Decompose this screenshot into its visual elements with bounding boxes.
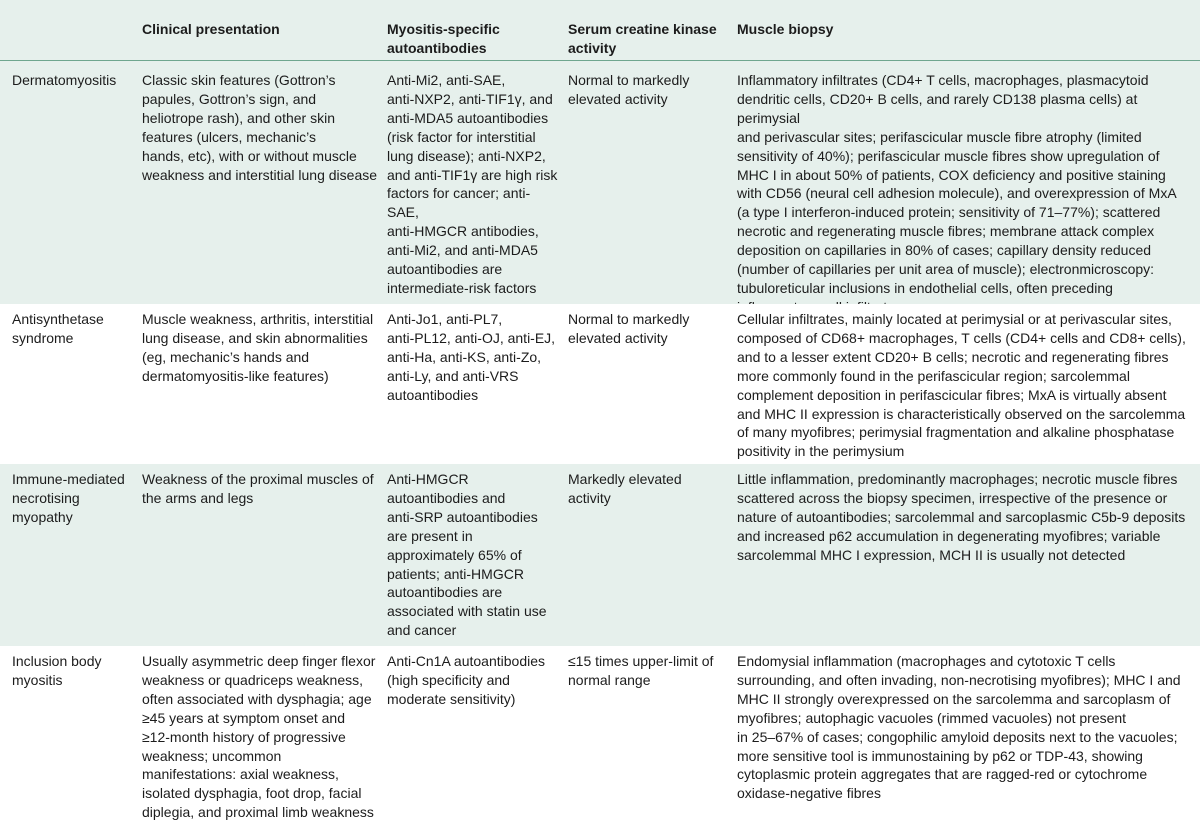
table-row xyxy=(0,464,1200,646)
row-biopsy: Cellular infiltrates, mainly located at perimysial or at perivascular sites, composed of CD68+ macrophages, T cells (CD4+ cells and CD8+ cells), and to a lesser extent CD20+ B cells; necrotic and regenerating fibres more commonly found in the perifascicular region; sarcolemmal complement deposition in perifascicular fibres; MxA is virtually absent and MHC II expression is characteristically observed on the sarcolemma of many myofibres; perimysial fragmentation and alkaline phosphatase positivity in the perimysium xyxy=(737,311,1186,460)
header-clinical-presentation: Clinical presentation xyxy=(142,21,280,37)
row-name: Dermatomyositis xyxy=(12,72,117,88)
row-biopsy: Inflammatory infiltrates (CD4+ T cells, macrophages, plasmacytoid dendritic cells, CD20+ B cells, and rarely CD138 plasma cells) at perimysial and perivascular sites; perifascicular muscle fibre atrophy (limited sensitivity of 40%); perifascicular muscle fibres show upregulation of MHC I in about 50% of patients, COX deficiency and positive staining with CD56 (neural cell adhesion molecule), and overexpression of MxA (a type I interferon-induced protein; sensitivity of 71–77%); scattered necrotic and regenerating muscle fibres; membrane attack complex deposition on capillaries in 80% of cases; capillary density reduced (number of capillaries per unit area of muscle); electronmicroscopy: tubuloreticular inclusions in endothelial cells, often preceding xyxy=(737,72,1177,296)
row-name: Inclusion body myositis xyxy=(12,653,102,688)
row-ck: Normal to markedly elevated activity xyxy=(568,72,690,107)
row-name: Antisynthetase syndrome xyxy=(12,311,104,346)
table-row xyxy=(0,304,1200,464)
table-row xyxy=(0,646,1200,829)
row-ck: Normal to markedly elevated activity xyxy=(568,311,690,346)
row-clinical: Classic skin features (Gottron’s papules, Gottron’s sign, and heliotrope rash), and other skin features (ulcers, mechanic’s hands, etc), with or without muscle weakness and interstitial lung disease xyxy=(142,72,378,183)
row-clinical: Weakness of the proximal muscles of the arms and legs xyxy=(142,471,374,506)
table-row xyxy=(0,61,1200,304)
table-header xyxy=(0,0,1200,60)
row-antibodies: Anti-Mi2, anti-SAE, anti-NXP2, anti-TIF1γ, and anti-MDA5 autoantibodies (risk factor for interstitial lung disease); anti-NXP2, and anti-TIF1γ are high risk factors for cancer; anti-SAE, anti-HMGCR antibodies, anti-Mi2, and anti-MDA5 autoantibodies are intermediate-risk factors xyxy=(387,72,558,296)
row-antibodies: Anti-HMGCR autoantibodies and anti-SRP autoantibodies are present in approximately 65% of patients; anti-HMGCR autoantibodies are associated with statin use and cancer xyxy=(387,471,547,639)
row-biopsy: Endomysial inflammation (macrophages and cytotoxic T cells surrounding, and often invading, non-necrotising myofibres); MHC I and MHC II strongly overexpressed on the sarcolemma and sarcoplasm of myofibres; autophagic vacuoles (rimmed vacuoles) not present in 25–67% of cases; congophilic amyloid deposits next to the vacuoles; more sensitive tool is immunostaining by p62 or TDP-43, showing cytoplasmic protein aggregates that are ragged-red or cytochrome oxidase-negative fibres xyxy=(737,653,1181,802)
row-antibodies: Anti-Cn1A autoantibodies (high specificity and moderate sensitivity) xyxy=(387,653,545,707)
row-biopsy: Little inflammation, predominantly macrophages; necrotic muscle fibres scattered across the biopsy specimen, irrespective of the presence or nature of autoantibodies; sarcolemmal and sarcoplasmic C5b-9 deposits and increased p62 accumulation in degenerating myofibres; variable sarcolemmal MHC I expression, MCH II is usually not detected xyxy=(737,471,1186,563)
header-autoantibodies: Myositis-specific autoantibodies xyxy=(387,21,500,56)
header-muscle-biopsy: Muscle biopsy xyxy=(737,21,834,37)
row-ck: ≤15 times upper-limit of normal range xyxy=(568,653,714,688)
row-antibodies: Anti-Jo1, anti-PL7, anti-PL12, anti-OJ, anti-EJ, anti-Ha, anti-KS, anti-Zo, anti-Ly, and anti-VRS autoantibodies xyxy=(387,311,556,403)
row-name: Immune-mediated necrotising myopathy xyxy=(12,471,125,525)
row-clinical: Muscle weakness, arthritis, interstitial lung disease, and skin abnormalities (eg, mechanic’s hands and dermatomyositis-like features) xyxy=(142,311,374,384)
header-creatine-kinase: Serum creatine kinase activity xyxy=(568,21,717,56)
row-clinical: Usually asymmetric deep finger flexor weakness or quadriceps weakness, often associated with dysphagia; age ≥45 years at symptom onset and ≥12-month history of progressive weakness; uncommon manifestations: axial weakness, isolated dysphagia, foot drop, facial diplegia, and proximal limb weakness xyxy=(142,653,376,821)
row-ck: Markedly elevated activity xyxy=(568,471,682,506)
